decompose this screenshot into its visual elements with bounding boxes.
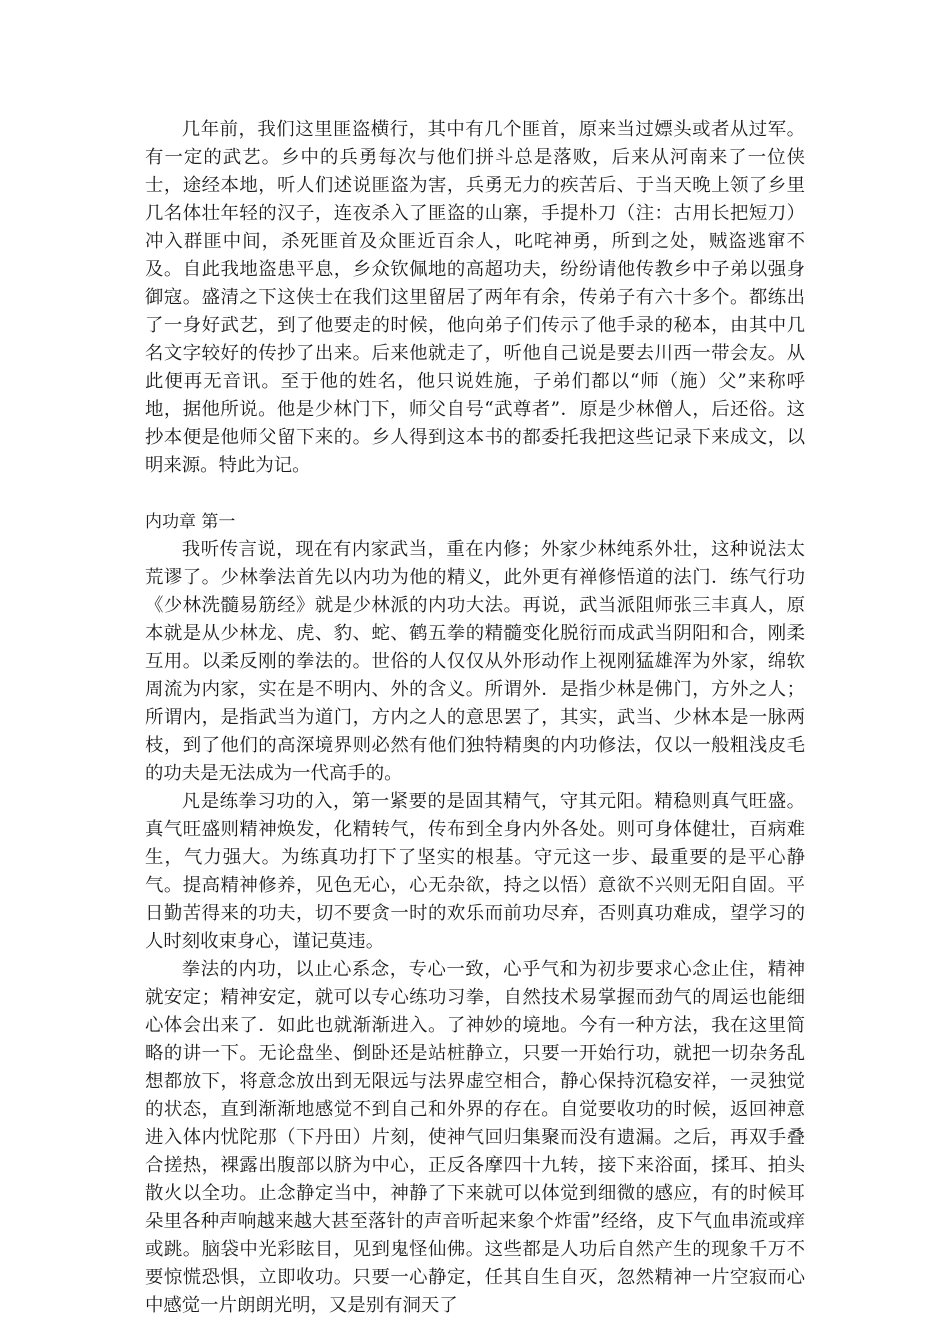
chapter-heading: 内功章 第一: [145, 512, 236, 532]
document-page: [145, 116, 805, 1320]
intro-paragraph: 几年前，我们这里匪盗横行，其中有几个匪首，原来当过嫖头或者从过军。有一定的武艺。乡中的兵勇每次与他们拼斗总是落败，后来从河南来了一位侠士，途经本地，听人们述说匪盗为害，兵勇无力的疾苦后、于当天晚上领了乡里几名体壮年轻的汉子，连夜杀入了匪盗的山寨，手提朴刀（注：古用长把短刀）冲入群匪中间，杀死匪首及众匪近百余人，叱咤神勇，所到之处，贼盗逃窜不及。自此我地盗患平息，乡众钦佩地的高超功夫，纷纷请他传教乡中子弟以强身御寇。盛清之下这侠士在我们这里留居了两年有余，传弟子有六十多个。都练出了一身好武艺，到了他要走的时候，他向弟子们传示了他手录的秘本，由其中几名文字较好的传抄了出来。后来他就走了，听他自己说是要去川西一带会友。从此便再无音讯。至于他的姓名，他只说姓施，子弟们都以“师（施）父”来称呼地，据他所说。他是少林门下，师父自号“武尊者”．原是少林僧人，后还俗。这抄本便是他师父留下来的。乡人得到这本书的都委托我把这些记录下来成文，以明来源。特此为记。: [145, 119, 805, 476]
body-paragraph-3: 拳法的内功，以止心系念，专心一致，心乎气和为初步要求心念止住，精神就安定；精神安定，就可以专心练功习拳，自然技术易掌握而劲气的周运也能细心体会出来了．如此也就渐渐进入。了神妙的境地。今有一种方法，我在这里简略的讲一下。无论盘坐、倒卧还是站桩静立，只要一开始行功，就把一切杂务乱想都放下，将意念放出到无限远与法界虚空相合，静心保持沉稳安祥，一灵独觉的状态，直到渐渐地感觉不到自己和外界的存在。自觉要收功的时候，返回神意进入体内忧陀那（下丹田）片刻，使神气回归集聚而没有遗漏。之后，再双手叠合搓热，裸露出腹部以脐为中心，正反各摩四十九转，接下来浴面，揉耳、拍头散火以全功。止念静定当中，神静了下来就可以体觉到细微的感应，有的时候耳朵里各种声响越来越大甚至落针的声音听起来象个炸雷”经络，皮下气血串流或痒或跳。脑袋中光彩眩目，见到鬼怪仙佛。这些都是人功后自然产生的现象千万不要惊慌恐惧，立即收功。只要一心静定，任其自生自灭，忽然精神一片空寂而心中感觉一片朗朗光明，又是别有洞天了: [145, 959, 805, 1316]
body-paragraph-2: 凡是练拳习功的入，第一紧要的是固其精气，守其元阳。精稳则真气旺盛。真气旺盛则精神焕发，化精转气，传布到全身内外各处。则可身体健壮，百病难生，气力强大。为练真功打下了坚实的根基。守元这一步、最重要的是平心静气。提高精神修养，见色无心，心无杂欲，持之以悟）意欲不兴则无阳自固。平日勤苦得来的功夫，切不要贪一时的欢乐而前功尽弃，否则真功难成，望学习的人时刻收束身心，谨记莫违。: [145, 791, 805, 952]
body-paragraph-1: 我听传言说，现在有内家武当，重在内修；外家少林纯系外壮，这种说法太荒谬了。少林拳法首先以内功为他的精义，此外更有禅修悟道的法门．练气行功《少林洗髓易筋经》就是少林派的内功大法。再说，武当派阻师张三丰真人，原本就是从少林龙、虎、豹、蛇、鹤五拳的精髓变化脱衍而成武当阴阳和合，刚柔互用。以柔反刚的拳法的。世俗的人仅仅从外形动作上视刚猛雄浑为外家，绵软周流为内家，实在是不明内、外的含义。所谓外．是指少林是佛门，方外之人；所谓内，是指武当为道门，方内之人的意思罢了，其实，武当、少林本是一脉两枝，到了他们的高深境界则必然有他们独特精奥的内功修法，仅以一般粗浅皮毛的功夫是无法成为一代高手的。: [145, 539, 805, 784]
